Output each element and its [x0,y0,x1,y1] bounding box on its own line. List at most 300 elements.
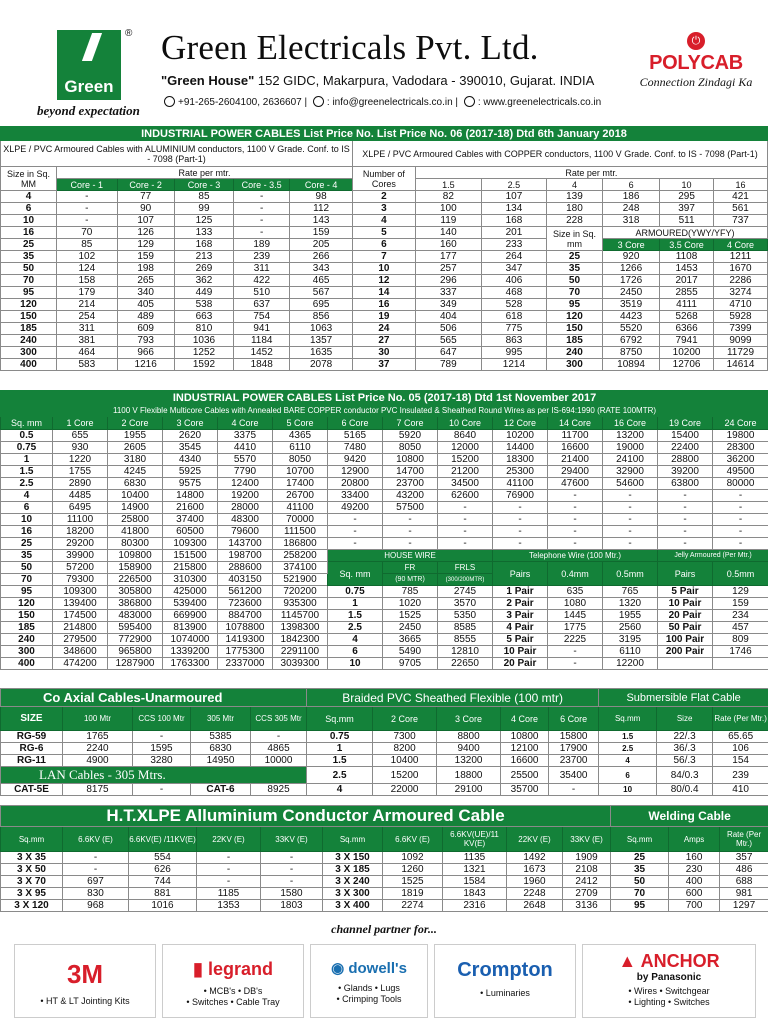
price-cell: 464 [57,347,118,359]
flex-cell: 8640 [438,430,493,442]
brand-dowells-items: • Glands • Lugs • Crimping Tools [336,983,402,1004]
tel-col-header: 0.4mm [548,562,603,586]
registered-mark: ® [125,28,133,39]
price-cell: 180 [546,203,602,215]
flex-cell: 723600 [218,598,273,610]
price-cell: - [234,191,290,203]
size-cell: 185 [1,323,57,335]
price-cell: 1036 [174,335,233,347]
flex-cell: 21200 [438,466,493,478]
polycab-logo [630,32,762,112]
armoured-cell: 2450 [602,287,659,299]
coax-cell: RG-6 [1,743,63,755]
flex-cell: - [713,490,768,502]
price-cell: 85 [57,239,118,251]
house-wire-cell: 5350 [438,610,493,622]
armoured-cell: 3274 [713,287,767,299]
ht-cell: 1185 [197,888,261,900]
flex-col-header: 24 Core [713,417,768,430]
section2-data-row [1,634,768,646]
house-wire-cell: 2450 [383,622,438,634]
submersible-cell: 84/0.3 [657,767,713,784]
ht-cell: 1803 [261,900,323,912]
price-cell: 754 [234,311,290,323]
price-cell: 168 [174,239,233,251]
flex-cell: 48300 [218,514,273,526]
telephone-cell: 1 Pair [493,586,548,598]
ht-cell: 697 [63,876,129,888]
house-wire-cell: 6 [328,646,383,658]
section-industrial-power-1 [0,126,768,371]
flex-cell: 143700 [218,538,273,550]
ht-cell: 2108 [563,864,611,876]
braided-col-header: 4 Core [501,707,549,731]
cores-cell: 12 [353,275,416,287]
braided-cell: 22000 [373,784,437,796]
al-rate-header: Rate per mtr. [57,167,353,179]
flex-cell: 1078800 [218,622,273,634]
flex-cell: 63800 [658,478,713,490]
flex-cell: 655 [53,430,108,442]
ht-cell: 3 X 300 [323,888,383,900]
price-cell: 381 [57,335,118,347]
cores-cell: 27 [353,335,416,347]
armoured-cell: 35 [546,263,602,275]
flex-cell: 11100 [53,514,108,526]
flex-cell: 2620 [163,430,218,442]
flex-col-header: 1 Core [53,417,108,430]
price-cell: 129 [117,239,174,251]
ht-cell: 1321 [443,864,507,876]
braided-cell: 25500 [501,767,549,784]
price-cell: 397 [660,203,714,215]
price-cell: 856 [290,311,353,323]
flex-cell: 13200 [603,430,658,442]
house-wire-cell: 3665 [383,634,438,646]
jelly-cell: 10 Pair [658,598,713,610]
flex-cell: 95 [1,586,53,598]
ht-cell: 2274 [383,900,443,912]
section3-data-row [1,767,768,784]
price-cell: 647 [415,347,481,359]
ht-cell: 1260 [383,864,443,876]
armoured-cell: 4111 [660,299,714,311]
telephone-cell: 3 Pair [493,610,548,622]
flex-cell: 49200 [328,502,383,514]
section-industrial-power-2 [0,390,768,670]
telephone-cell: - [548,646,603,658]
section2-data-row [1,586,768,598]
telephone-cell: 2 Pair [493,598,548,610]
price-cell: 637 [234,299,290,311]
braided-col-header: 3 Core [437,707,501,731]
flex-cell: - [438,514,493,526]
armoured-cell: 5928 [713,311,767,323]
flex-cell: 198700 [218,550,273,562]
welding-cell: 486 [720,864,768,876]
submersible-cell: 10 [599,784,657,796]
submersible-cell: 80/0.4 [657,784,713,796]
ht-cell: - [261,852,323,864]
armoured-cell: 185 [546,335,602,347]
ht-cell: - [63,864,129,876]
price-cell: 228 [546,215,602,227]
flex-cell: - [713,514,768,526]
house-wire-cell: 8585 [438,622,493,634]
ht-cell: 1843 [443,888,507,900]
ht-cell: 3 X 400 [323,900,383,912]
armoured-cell: 9099 [713,335,767,347]
section2-data-row [1,478,768,490]
jelly-cell [713,658,768,670]
price-cell: 158 [57,275,118,287]
flex-cell: 111500 [273,526,328,538]
phone-text: +91-265-2604100, 2636607 | [178,97,308,108]
flex-cell: 22400 [658,442,713,454]
flex-cell: 425000 [163,586,218,598]
price-cell: 266 [290,251,353,263]
welding-cell: 25 [611,852,669,864]
ht-cell: 2648 [507,900,563,912]
price-cell: 422 [234,275,290,287]
price-cell: 506 [415,323,481,335]
flex-cell: 2.5 [1,478,53,490]
house-col-header: Sq. mm [328,562,383,586]
welding-cell: 70 [611,888,669,900]
price-cell: - [234,203,290,215]
size-cell: 240 [1,335,57,347]
size-cell: 50 [1,263,57,275]
welding-cell: 700 [669,900,720,912]
price-cell: 1184 [234,335,290,347]
submersible-col-header: Sq.mm [599,707,657,731]
ht-cell: 744 [129,876,197,888]
price-cell: 264 [481,251,546,263]
price-cell: 112 [290,203,353,215]
flex-cell: 109800 [108,550,163,562]
telephone-cell: 10 Pair [493,646,548,658]
braided-cell: 12100 [501,743,549,755]
section2-data-row [1,610,768,622]
coax-cell: 4865 [251,743,307,755]
coax-cell: - [251,731,307,743]
polycab-name: POLYCAB [649,52,743,74]
price-cell: 583 [57,359,118,371]
cu-cores-header: Number of Cores [353,167,416,191]
price-cell: 941 [234,323,290,335]
section2-data-row [1,526,768,538]
braided-cell: 13200 [437,755,501,767]
ht-col-header: Sq.mm [1,827,63,852]
armoured-cell: 10894 [602,359,659,371]
flex-cell: 1419300 [218,634,273,646]
flex-cell: - [548,490,603,502]
flex-cell: 80000 [713,478,768,490]
braided-cell: 16600 [501,755,549,767]
house-sub-header: (300/200MTR) [438,574,493,586]
section4-data-row [1,888,768,900]
price-cell: 133 [174,227,233,239]
price-cell: 311 [57,323,118,335]
flex-cell: 7480 [328,442,383,454]
braided-cell: 18800 [437,767,501,784]
flex-cell: - [713,526,768,538]
section1-desc-row [1,141,768,167]
flex-cell: 21400 [548,454,603,466]
flex-cell: 185 [1,622,53,634]
ht-cell: 1580 [261,888,323,900]
flex-cell: 3375 [218,430,273,442]
house-sub-header: (90 MTR) [383,574,438,586]
house-wire-cell: 4 [328,634,383,646]
flex-cell: 5925 [163,466,218,478]
section1-data-row [1,215,768,227]
price-cell: 1635 [290,347,353,359]
flex-cell: - [603,490,658,502]
ht-cell: 1092 [383,852,443,864]
telephone-cell: 12200 [603,658,658,670]
price-cell: 421 [713,191,767,203]
coax-col-header: 100 Mtr [63,707,133,731]
price-cell: 126 [117,227,174,239]
armoured-cell: 1108 [660,251,714,263]
flex-cell: 9575 [163,478,218,490]
price-cell: 124 [57,263,118,275]
price-cell: 233 [481,239,546,251]
price-cell: 269 [174,263,233,275]
flex-cell: - [383,526,438,538]
ht-cell: 1960 [507,876,563,888]
welding-cell: 357 [720,852,768,864]
cores-cell: 24 [353,323,416,335]
flex-cell: 29400 [548,466,603,478]
armoured-col-header: 3 Core [602,239,659,251]
section2-data-row [1,490,768,502]
flex-cell: - [603,502,658,514]
cu-col-header: 16 [713,179,767,191]
price-cell: 107 [117,215,174,227]
flex-cell: 39200 [658,466,713,478]
flex-cell: 483000 [108,610,163,622]
price-cell: 468 [481,287,546,299]
brand-anchor-name: ANCHOR [640,951,720,971]
price-cell: 140 [415,227,481,239]
ht-cell: 1819 [383,888,443,900]
jelly-col-header: Pairs [658,562,713,586]
armoured-cell: 2017 [660,275,714,287]
logo-text: Green [64,77,114,96]
section2-data-row [1,514,768,526]
section2-header-row [1,417,768,430]
section4-data-row [1,864,768,876]
flex-cell: 16600 [548,442,603,454]
flex-cell: 28800 [658,454,713,466]
house-col-header: FRLS [438,562,493,574]
flex-cell: 20800 [328,478,383,490]
section1-data-row [1,335,768,347]
flex-cell: 386800 [108,598,163,610]
telephone-cell: 635 [548,586,603,598]
coax-title: Co Axial Cables-Unarmoured [1,689,307,707]
flex-cell: - [658,490,713,502]
price-cell: 77 [117,191,174,203]
size-cell: 4 [1,191,57,203]
flex-col-header: 4 Core [218,417,273,430]
welding-cell: 95 [611,900,669,912]
armoured-col-header: 4 Core [713,239,767,251]
ht-col-header: 6.6KV(E) /11KV(E) [129,827,197,852]
flex-cell: 79300 [53,574,108,586]
flex-cell: 1145700 [273,610,328,622]
jelly-cell: 809 [713,634,768,646]
flex-cell: 6830 [108,478,163,490]
al-col-header: Core - 3 [174,179,233,191]
price-cell: 1452 [234,347,290,359]
flex-cell: 14900 [108,502,163,514]
armoured-cell: 920 [602,251,659,263]
flex-cell: 14400 [493,442,548,454]
house-wire-cell: 22650 [438,658,493,670]
cores-cell: 3 [353,203,416,215]
al-col-header: Core - 1 [57,179,118,191]
flex-cell: 400 [1,658,53,670]
section2-data-row [1,658,768,670]
flex-cell: 3039300 [273,658,328,670]
submersible-cell: 36/.3 [657,743,713,755]
section1-data-row [1,299,768,311]
size-cell: 10 [1,215,57,227]
email-text[interactable]: : info@greenelectricals.co.in | [326,97,459,108]
flex-col-header: 6 Core [328,417,383,430]
house-wire-cell: 2.5 [328,622,383,634]
submersible-cell: 65.65 [713,731,768,743]
flex-cell: 18300 [493,454,548,466]
flex-cell: - [603,538,658,550]
website-text[interactable]: : www.greenelectricals.co.in [477,97,602,108]
section1-data-row [1,191,768,203]
section4-data-row [1,852,768,864]
flex-cell: 4 [1,490,53,502]
section1-header-row [1,167,768,179]
section1-data-row [1,203,768,215]
cores-cell: 16 [353,299,416,311]
telephone-cell: 4 Pair [493,622,548,634]
welding-col-header: Rate (Per Mtr.) [720,827,768,852]
flex-col-header: 2 Core [108,417,163,430]
house-wire-cell: 8555 [438,634,493,646]
bolt-icon [82,33,102,61]
price-cell: 1063 [290,323,353,335]
flex-cell: - [658,538,713,550]
ht-col-header: 6.6KV(UE)/11 KV(E) [443,827,507,852]
house-wire-cell: 785 [383,586,438,598]
braided-cell: 10800 [501,731,549,743]
al-col-header: Core - 2 [117,179,174,191]
flex-cell: 37400 [163,514,218,526]
flex-cell: 39900 [53,550,108,562]
flex-cell: 6495 [53,502,108,514]
braided-cell: 15800 [549,731,599,743]
section2-data-row [1,646,768,658]
flex-cell: 158900 [108,562,163,574]
copper-description: XLPE / PVC Armoured Cables with COPPER conductors, 1100 V Grade. Conf. to IS - 7098 (Part-1) [353,141,768,167]
flex-cell: 0.5 [1,430,53,442]
flex-cell: - [713,538,768,550]
flex-cell: - [493,502,548,514]
lan-cell: CAT-6 [191,784,251,796]
armoured-col-header: 3.5 Core [660,239,714,251]
cores-cell: 7 [353,251,416,263]
telephone-cell: 765 [603,586,658,598]
flex-cell: 10400 [108,490,163,502]
section-ht-xlpe [0,805,768,912]
flex-cell: 4245 [108,466,163,478]
flex-cell: 25 [1,538,53,550]
price-cell: 789 [415,359,481,371]
welding-title: Welding Cable [611,806,768,827]
flex-cell: 109300 [163,538,218,550]
price-cell: 125 [174,215,233,227]
price-cell: 695 [290,299,353,311]
flex-cell: 151500 [163,550,218,562]
house-wire-cell: 1.5 [328,610,383,622]
green-logo [57,30,121,100]
size-cell: 400 [1,359,57,371]
flex-cell: 15400 [658,430,713,442]
telephone-cell: 1320 [603,598,658,610]
ht-cell: 2709 [563,888,611,900]
size-cell: 6 [1,203,57,215]
price-cell: 186 [602,191,659,203]
armoured-cell: 10200 [660,347,714,359]
flex-cell: 139400 [53,598,108,610]
flex-cell: 1074000 [163,634,218,646]
price-cell: 538 [174,299,233,311]
flex-cell: 16 [1,526,53,538]
tel-col-header: 0.5mm [603,562,658,586]
coax-cell: 1765 [63,731,133,743]
jelly-cell: 5 Pair [658,586,713,598]
brand-crompton [434,944,576,1018]
flex-cell: 57200 [53,562,108,574]
flex-cell: 5570 [218,454,273,466]
flex-cell: 60500 [163,526,218,538]
cores-cell: 37 [353,359,416,371]
price-cell: 561 [713,203,767,215]
price-cell: 362 [174,275,233,287]
size-cell: 16 [1,227,57,239]
brand-3m-logo: 3M [66,959,104,989]
flex-cell: 884700 [218,610,273,622]
price-cell: 134 [481,203,546,215]
ht-cell: 830 [63,888,129,900]
lan-cell: 8175 [63,784,133,796]
flex-col-header: 7 Core [383,417,438,430]
flex-cell: 1775300 [218,646,273,658]
flex-cell: 4410 [218,442,273,454]
section3-data-row [1,743,768,755]
price-cell: - [57,203,118,215]
flex-cell: - [493,514,548,526]
brand-crompton-items: • Luminaries [480,988,530,998]
lan-cell: 8925 [251,784,307,796]
flex-cell: 720200 [273,586,328,598]
flex-cell: - [383,514,438,526]
telephone-cell: 20 Pair [493,658,548,670]
flex-cell: 2291100 [273,646,328,658]
submersible-cell: 1.5 [599,731,657,743]
flex-cell: 2890 [53,478,108,490]
